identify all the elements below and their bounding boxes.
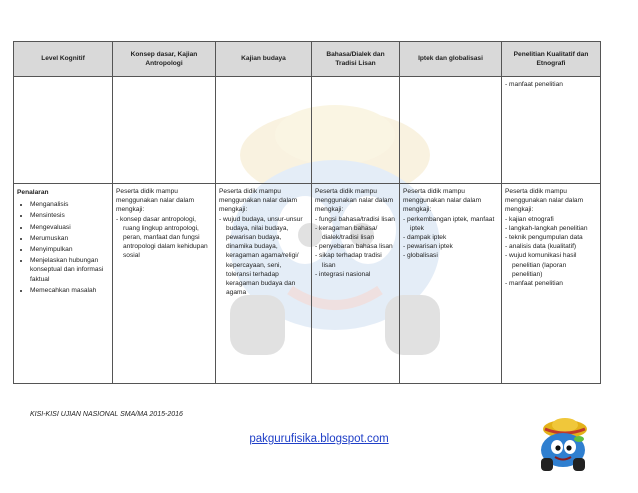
table-cell: [312, 184, 400, 384]
table-row-continuation: [14, 77, 601, 184]
column-header: Konsep dasar, Kajian Antropologi: [113, 42, 216, 77]
column-header: Kajian budaya: [216, 42, 312, 77]
list-item: • Mensintesis: [30, 211, 109, 220]
table-header-row: [14, 42, 601, 77]
car-mascot-icon: [533, 415, 593, 475]
blog-link[interactable]: pakgurufisika.blogspot.com: [249, 433, 389, 445]
level-title: Penalaran: [17, 189, 49, 196]
table-cell: [14, 77, 113, 184]
list-item: - globalisasi: [403, 251, 498, 260]
column-header: Penelitian Kualitatif dan Etnografi: [502, 42, 601, 77]
cell-intro: Peserta didik mampu menggunakan nalar dalam mengkaji:: [116, 188, 195, 214]
table-cell: [113, 184, 216, 384]
list-item: - dampak iptek: [403, 233, 498, 242]
list-item: • Memecahkan masalah: [30, 286, 109, 295]
list-item: • Mengevaluasi: [30, 223, 109, 232]
list-item: - wujud komunikasi hasil penelitian (laporan penelitian): [505, 251, 597, 279]
table-row-penalaran: [14, 184, 601, 384]
list-item: - wujud budaya, unsur-unsur budaya, nilai budaya, pewarisan budaya, dinamika budaya, keragaman agama/religi/ kepercayaan, seni, toleransi terhadap keragaman budaya dan agama: [219, 215, 308, 298]
table-cell: [216, 77, 312, 184]
table-cell: [312, 77, 400, 184]
cell-intro: Peserta didik mampu menggunakan nalar dalam mengkaji:: [315, 188, 394, 214]
column-header: Bahasa/Dialek dan Tradisi Lisan: [312, 42, 400, 77]
list-item: - kajian etnografi: [505, 215, 597, 224]
list-item: - penyebaran bahasa lisan: [315, 242, 396, 251]
column-header: Level Kognitif: [14, 42, 113, 77]
list-item: • Menganalisis: [30, 200, 109, 209]
cell-intro: Peserta didik mampu menggunakan nalar dalam mengkaji:: [403, 188, 482, 214]
table-cell: [502, 184, 601, 384]
list-item: - langkah-langkah penelitian: [505, 224, 597, 233]
table-cell: [113, 77, 216, 184]
list-item: - pewarisan iptek: [403, 242, 498, 251]
list-item: - teknik pengumpulan data: [505, 233, 597, 242]
level-cell: [14, 184, 113, 384]
list-item: - keragaman bahasa/ dialek/tradisi lisan: [315, 224, 396, 242]
table-cell: [400, 184, 502, 384]
footer-caption: KISI-KISI UJIAN NASIONAL SMA/MA 2015-2016: [30, 411, 183, 418]
table-cell: [502, 77, 601, 184]
list-item: - fungsi bahasa/tradisi lisan: [315, 215, 396, 224]
list-item: • Merumuskan: [30, 234, 109, 243]
column-header: Iptek dan globalisasi: [400, 42, 502, 77]
table-cell: [216, 184, 312, 384]
list-item: • Menjelaskan hubungan konseptual dan informasi faktual: [30, 256, 109, 284]
list-item: • Menyimpulkan: [30, 245, 109, 254]
cell-intro: Peserta didik mampu menggunakan nalar dalam mengkaji:: [505, 188, 584, 214]
list-item: - konsep dasar antropologi, ruang lingkup antropologi, peran, manfaat dan fungsi antropologi dalam kehidupan sosial: [116, 215, 212, 261]
list-item: - perkembangan iptek, manfaat iptek: [403, 215, 498, 233]
list-item: - manfaat penelitian: [505, 279, 597, 288]
list-item: - manfaat penelitian: [505, 80, 597, 89]
list-item: - integrasi nasional: [315, 270, 396, 279]
list-item: - sikap terhadap tradisi lisan: [315, 251, 396, 269]
table-cell: [400, 77, 502, 184]
list-item: - analisis data (kualitatif): [505, 242, 597, 251]
cell-intro: Peserta didik mampu menggunakan nalar dalam mengkaji:: [219, 188, 298, 214]
kisi-kisi-table: [13, 41, 601, 384]
